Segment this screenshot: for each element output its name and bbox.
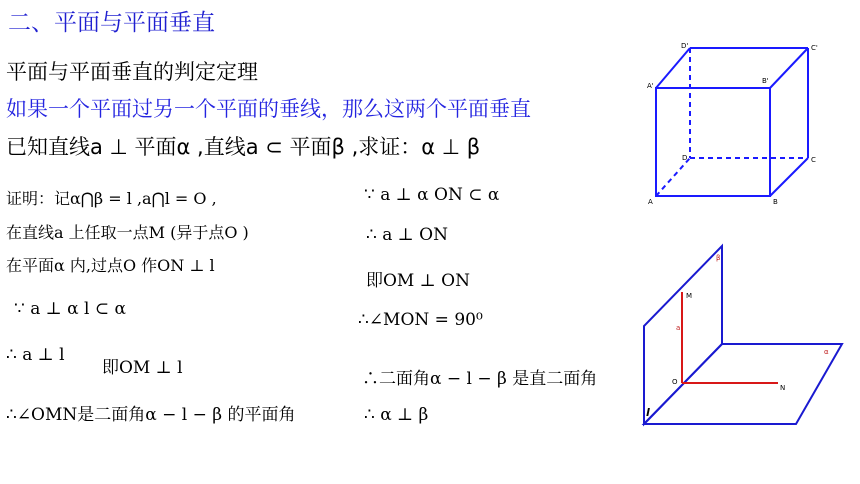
- label-a: a: [676, 324, 681, 332]
- cube-label-C: C: [811, 156, 816, 164]
- label-O: O: [672, 378, 678, 386]
- proof-line: ∴ α ⊥ β: [364, 405, 429, 425]
- proof-line: ∴∠MON = 90⁰: [358, 310, 483, 330]
- label-beta: β: [716, 254, 721, 262]
- cube-figure: [640, 36, 840, 216]
- cube-label-A: A: [648, 198, 653, 206]
- slide-heading: 二、平面与平面垂直: [8, 10, 215, 36]
- label-M: M: [686, 292, 693, 300]
- label-N: N: [780, 384, 786, 392]
- dihedral-figure: [636, 240, 850, 430]
- proof-line: ∴∠OMN是二面角α − l − β 的平面角: [6, 405, 296, 425]
- proof-line: ∴ a ⊥ l: [6, 345, 65, 365]
- theorem-statement: 如果一个平面过另一个平面的垂线，那么这两个平面垂直: [6, 97, 531, 121]
- cube-label-B1: B': [762, 77, 769, 85]
- label-l: l: [646, 406, 650, 419]
- cube-label-B: B: [773, 198, 778, 206]
- given-statement: 已知直线a ⊥ 平面α ,直线a ⊂ 平面β ,求证：α ⊥ β: [6, 135, 481, 159]
- proof-line: 证明：记α⋂β = l ,a⋂l = O ,: [6, 189, 217, 208]
- cube-edge: [770, 158, 808, 196]
- cube-label-D: D: [682, 154, 688, 162]
- cube-label-A1: A': [647, 82, 654, 90]
- cube-label-D1: D': [681, 42, 689, 50]
- cube-edge: [770, 48, 808, 88]
- proof-line: ∴二面角α − l − β 是直二面角: [362, 369, 598, 389]
- proof-line: 即OM ⊥ ON: [366, 271, 470, 291]
- proof-line: 在平面α 内,过点O 作ON ⊥ l: [6, 256, 215, 275]
- proof-line: 即OM ⊥ l: [102, 358, 183, 378]
- cube-label-C1: C': [811, 44, 818, 52]
- proof-line: ∵ a ⊥ α ON ⊂ α: [364, 185, 500, 205]
- proof-line: ∵ a ⊥ α l ⊂ α: [14, 299, 127, 319]
- cube-edge: [656, 48, 690, 88]
- theorem-title: 平面与平面垂直的判定定理: [6, 60, 258, 84]
- cube-hidden-edge: [656, 158, 690, 196]
- proof-line: 在直线a 上任取一点M (异于点O ): [6, 223, 249, 242]
- label-alpha: α: [824, 348, 829, 356]
- proof-line: ∴ a ⊥ ON: [366, 225, 448, 245]
- cube-front-face: [656, 88, 770, 196]
